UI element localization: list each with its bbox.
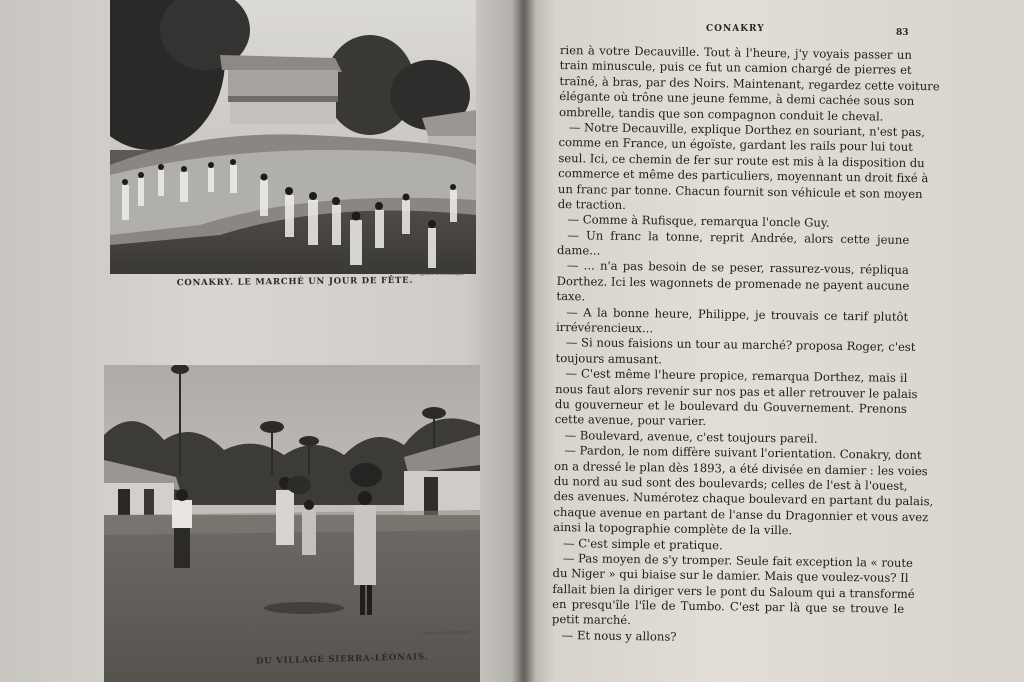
text-line: — Et nous y allons?: [561, 627, 677, 644]
text-line: — Pas moyen de s'y tromper. Seule fait exception la « route: [562, 550, 914, 570]
text-line: traîné, à bras, par des Noirs. Maintenant, regardez cette voiture: [559, 73, 940, 94]
text-line: fallait bien la diriger vers le pont du Saloum qui a transformé: [552, 581, 915, 601]
text-line: du gouverneur et le boulevard du Gouvernement. Prenons: [554, 396, 908, 416]
text-line: — Boulevard, avenue, c'est toujours pareil.: [564, 427, 818, 446]
text-line: dame...: [557, 243, 601, 258]
text-line: — Notre Decauville, explique Dorthez en souriant, n'est pas,: [568, 120, 926, 140]
text-line: train minuscule, puis ce fut un camion chargé de pierres et: [559, 58, 912, 78]
running-head: CONAKRY: [706, 24, 765, 34]
text-line: rien à votre Decauville. Tout à l'heure, j'y voyais passer un: [559, 43, 912, 62]
text-line: en presqu'île l'île de Tumbo. C'est par là que se trouve le: [552, 597, 905, 616]
bottom-photo-caption: DU VILLAGE SIERRA-LÉONAIS.: [255, 652, 429, 667]
text-line: du nord au sud sont des boulevards; celles de l'est à l'ouest,: [553, 473, 908, 493]
text-line: commerce et même des particuliers, moyennant un droit fixé à: [558, 166, 929, 186]
bottom-photo-credit: Cl. Agence Economique: [414, 630, 470, 637]
text-line: ombrelle, tandis que son compagnon conduit le cheval.: [558, 104, 884, 124]
text-line: ainsi la topographie complète de la ville.: [553, 520, 793, 538]
text-line: petit marché.: [551, 612, 631, 628]
text-line: taxe.: [556, 289, 586, 304]
top-photo-credit: Cl. Agence Economique: [410, 272, 465, 277]
text-line: comme en France, un égoïste, gardant les rails pour lui tout: [558, 135, 913, 155]
text-line: toujours amusant.: [555, 350, 663, 367]
text-line: du Niger » qui biaise sur le damier. Mais que voulez-vous? Il: [552, 566, 909, 586]
text-line: — ... n'a pas besoin de se peser, rassurez-vous, répliqua: [566, 258, 909, 278]
text-line: — C'est simple et pratique.: [562, 535, 723, 552]
text-line: un franc par tonne. Chacun fournit son véhicule et son moyen: [557, 181, 923, 201]
text-line: des avenues. Numérotez chaque boulevard en partant du palais,: [553, 489, 934, 509]
text-line: nous faut alors revenir sur nos pas et aller retrouver le palais: [555, 381, 918, 401]
text-line: irrévérencieux...: [555, 320, 654, 336]
text-line: seul. Ici, ce chemin de fer sur route est mis à la disposition du: [558, 150, 925, 170]
text-line: — Comme à Rufisque, remarqua l'oncle Guy.: [567, 212, 830, 231]
text-line: — C'est même l'heure propice, remarqua Dorthez, mais il: [565, 366, 908, 386]
text-line: — Pardon, le nom diffère suivant l'orientation. Conakry, dont: [564, 443, 922, 463]
text-line: de traction.: [557, 196, 626, 212]
body-text: [551, 43, 940, 648]
text-line: — A la bonne heure, Philippe, je trouvais ce tarif plutôt: [566, 304, 909, 324]
text-line: chaque avenue en partant de l'anse du Dragonnier et vous avez: [553, 504, 929, 524]
market-photo: [110, 0, 476, 274]
text-line: Dorthez. Ici les wagonnets de promenade ne payent aucune: [556, 273, 910, 293]
text-line: on a dressé le plan dès 1893, a été divisée en damier : les voies: [554, 458, 928, 478]
page-number: 83: [896, 28, 909, 38]
text-line: — Un franc la tonne, reprit Andrée, alors cette jeune: [567, 227, 910, 247]
text-line: élégante où trône une jeune femme, à demi cachée sous son: [559, 89, 915, 109]
top-photo-caption: CONAKRY. LE MARCHÉ UN JOUR DE FÊTE.: [176, 275, 414, 289]
book-gutter: [512, 0, 536, 682]
text-line: cette avenue, pour varier.: [554, 412, 707, 429]
text-line: — Si nous faisions un tour au marché? proposa Roger, c'est: [565, 335, 916, 355]
